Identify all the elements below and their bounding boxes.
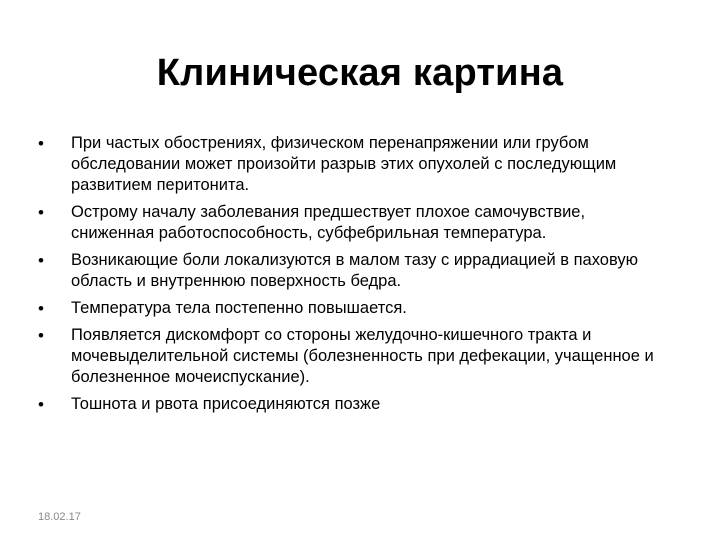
bullet-icon: • <box>38 134 44 153</box>
bullet-icon: • <box>38 299 44 318</box>
bullet-text: При частых обострениях, физическом перенапряжении или грубом обследовании может произойти разрыв этих опухолей с последующим развитием перитонита. <box>71 134 617 194</box>
slide-date: 18.02.17 <box>38 511 81 523</box>
bullet-icon: • <box>38 395 44 414</box>
list-item <box>38 394 668 415</box>
list-item <box>38 133 668 196</box>
bullet-icon: • <box>38 326 44 345</box>
bullet-text: Температура тела постепенно повышается. <box>71 299 407 317</box>
bullet-text: Остромy началу заболевания предшествует плохое самочувствие, сниженная работоспособность, субфебрильная температура. <box>71 203 586 242</box>
bullet-icon: • <box>38 251 44 270</box>
slide-title: Клиническая картина <box>156 52 564 94</box>
bullet-icon: • <box>38 203 44 222</box>
list-item <box>38 325 668 388</box>
bullet-text: Возникающие боли локализуются в малом тазу с иррадиацией в паховую область и внутреннюю поверхность бедра. <box>71 251 638 290</box>
list-item <box>38 202 668 244</box>
bullet-list <box>38 133 668 421</box>
list-item <box>38 298 668 319</box>
bullet-text: Появляется дискомфорт со стороны желудочно-кишечного тракта и мочевыделительной системы (болезненность при дефекации, учащенное и болезненное мочеиспускание). <box>71 326 654 386</box>
bullet-text: Тошнота и рвота присоединяются позже <box>71 395 381 413</box>
list-item <box>38 250 668 292</box>
